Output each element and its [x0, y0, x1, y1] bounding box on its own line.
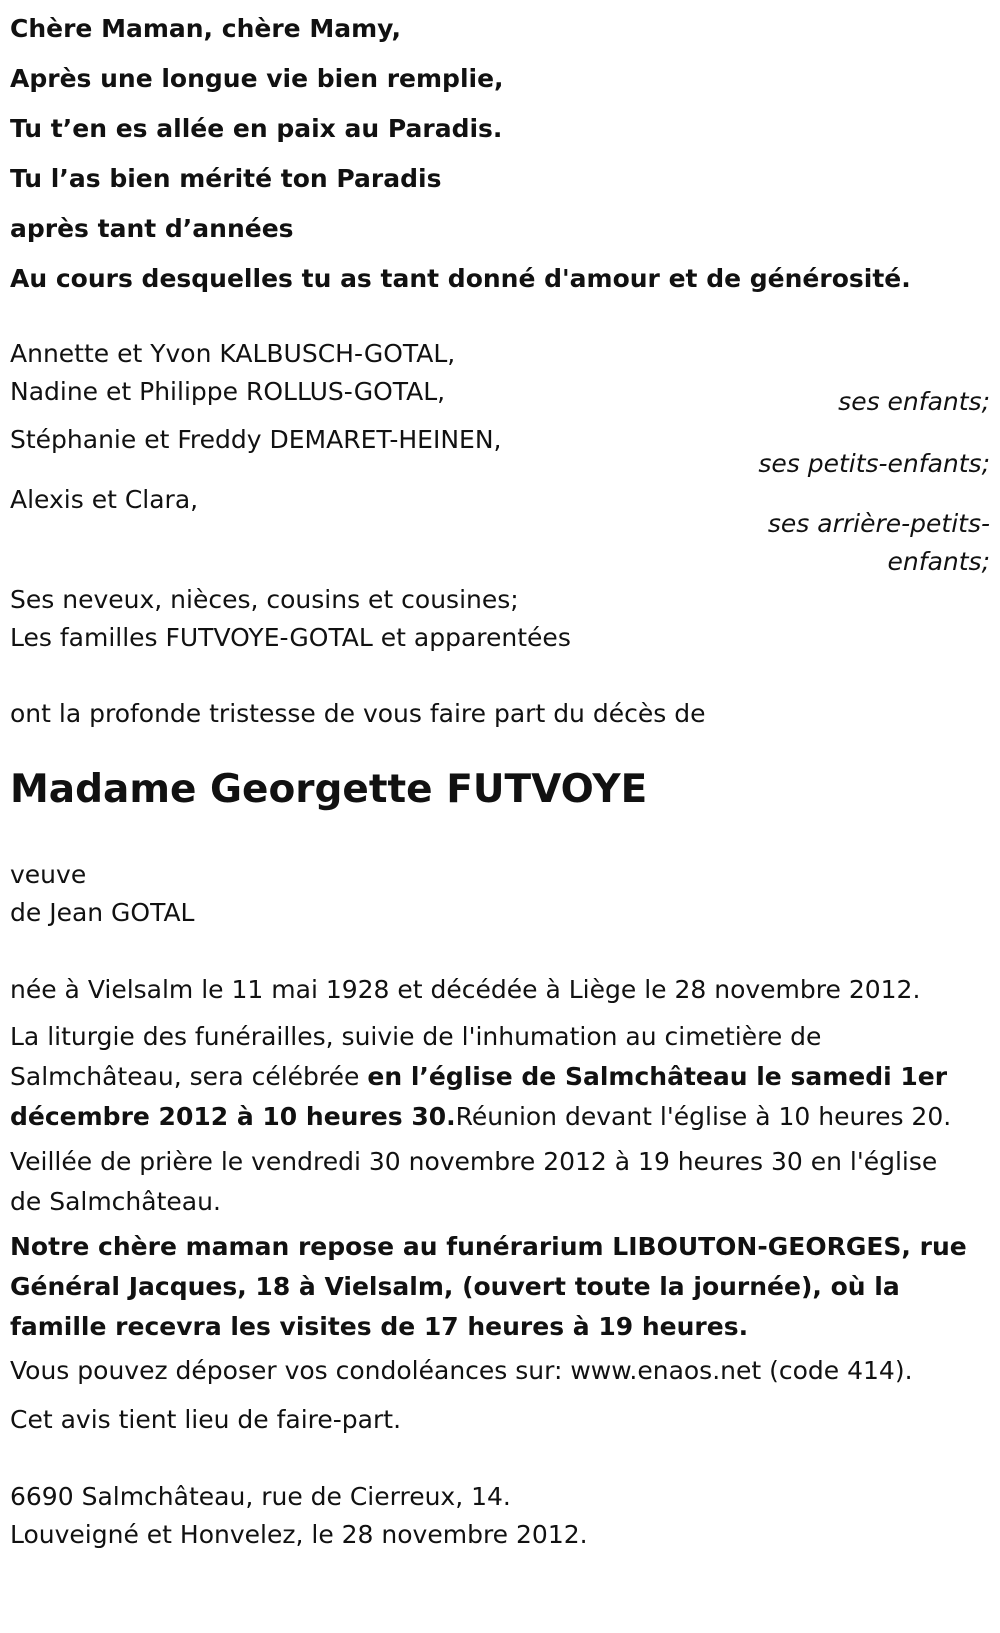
place-date-line: Louveigné et Honvelez, le 28 novembre 2012. [10, 1520, 588, 1549]
funeral-home-paragraph: Notre chère maman repose au funérarium LIBOUTON-GEORGES, rue Général Jacques, 18 à Vielsalm, (ouvert toute la journée), où la famille recevra les visites de 17 heures à 19 heures. [10, 1232, 967, 1341]
liturgy-paragraph [10, 1017, 970, 1137]
poem-line: après tant d’années [10, 214, 294, 243]
widow-line-2: de Jean GOTAL [10, 898, 195, 927]
poem [10, 4, 911, 304]
widow-line-1: veuve [10, 860, 87, 889]
address-line: 6690 Salmchâteau, rue de Cierreux, 14. [10, 1482, 511, 1511]
vigil-paragraph: Veillée de prière le vendredi 30 novembre 2012 à 19 heures 30 en l'église de Salmchâteau. [10, 1147, 938, 1216]
liturgy-text: La liturgie des funérailles, suivie de l'inhumation au cimetière de Salmchâteau, sera célébrée [10, 1022, 822, 1091]
poem-line: Tu t’en es allée en paix au Paradis. [10, 114, 503, 143]
poem-line: Chère Maman, chère Mamy, [10, 14, 401, 43]
relatives-line-1: Ses neveux, nièces, cousins et cousines; [10, 585, 519, 614]
great-grandchildren-label-1: ses arrière-petits- [767, 509, 990, 538]
poem-line: Après une longue vie bien remplie, [10, 64, 504, 93]
great-grandchildren-label-2: enfants; [887, 547, 990, 576]
condolences-line: Vous pouvez déposer vos condoléances sur: www.enaos.net (code 414). [10, 1356, 913, 1385]
children-line-1: Annette et Yvon KALBUSCH-GOTAL, [10, 339, 456, 368]
deceased-name: Madame Georgette FUTVOYE [10, 767, 648, 812]
poem-line: Au cours desquelles tu as tant donné d'amour et de générosité. [10, 264, 911, 293]
grandchildren-label: ses petits-enfants; [758, 449, 990, 478]
children-line-2: Nadine et Philippe ROLLUS-GOTAL, [10, 377, 446, 406]
great-grandchildren-line: Alexis et Clara, [10, 485, 199, 514]
grandchildren-line: Stéphanie et Freddy DEMARET-HEINEN, [10, 425, 502, 454]
liturgy-church-date: en l’église de Salmchâteau le samedi 1er décembre 2012 à 10 heures 30. [10, 1062, 948, 1131]
notice-line: Cet avis tient lieu de faire-part. [10, 1405, 402, 1434]
poem-line: Tu l’as bien mérité ton Paradis [10, 164, 442, 193]
children-label: ses enfants; [838, 387, 990, 416]
announcement: ont la profonde tristesse de vous faire part du décès de [10, 699, 706, 728]
liturgy-meeting: Réunion devant l'église à 10 heures 20. [455, 1102, 952, 1131]
birth-death: née à Vielsalm le 11 mai 1928 et décédée à Liège le 28 novembre 2012. [10, 975, 921, 1004]
relatives-line-2: Les familles FUTVOYE-GOTAL et apparentées [10, 623, 571, 652]
